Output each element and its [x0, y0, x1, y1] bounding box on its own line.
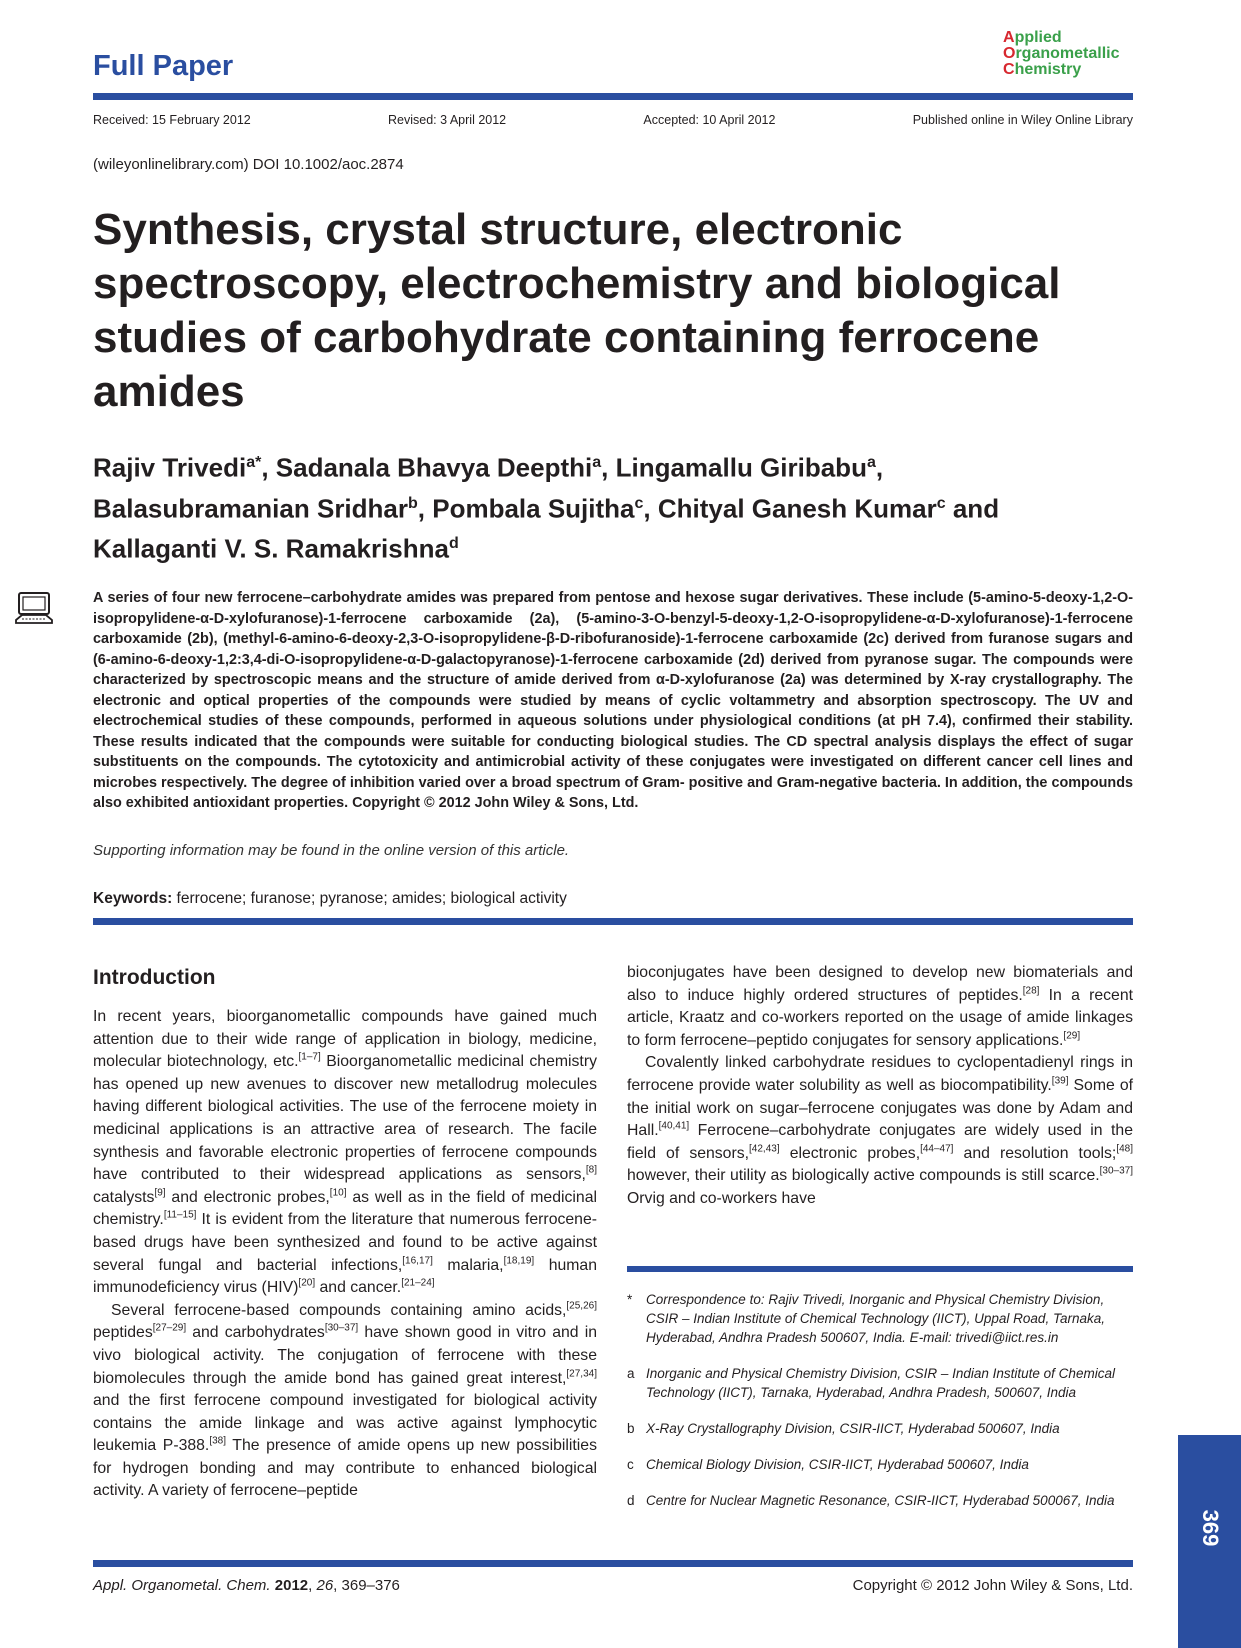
supporting-info-note: Supporting information may be found in the online version of this article. [93, 842, 570, 859]
footnote-text: Inorganic and Physical Chemistry Division, CSIR – Indian Institute of Chemical Technology (IICT), Tarnaka, Hyderabad, Andhra Pradesh, 500607, India [646, 1366, 1115, 1400]
paragraph [627, 962, 1133, 1052]
body-text: It is evident from the literature that numerous ferrocene-based drugs have been synthesized and found to be active against several fungal and bacterial infections, [93, 1211, 597, 1274]
header-rule [93, 93, 1133, 100]
author-name: Balasubramanian Sridhar [93, 493, 408, 524]
paragraph [93, 1300, 597, 1503]
journal-year: 2012 [274, 1577, 309, 1594]
author-affiliation-mark: a [592, 454, 602, 471]
logo-rest-1: pplied [1014, 29, 1062, 46]
logo-line-2 [1003, 46, 1119, 62]
logo-rest-3: hemistry [1014, 61, 1082, 78]
body-text: catalysts [93, 1188, 155, 1206]
body-text: bioconjugates have been designed to develop new biomaterials and also to induce highly ordered structures of peptides. [627, 964, 1133, 1004]
article-title: Synthesis, crystal structure, electronic spectroscopy, electrochemistry and biological studies of carbohydrate containing ferrocene amides [93, 205, 1061, 416]
citation-ref[interactable]: [11–15] [163, 1210, 197, 1222]
body-text: and electronic probes, [165, 1188, 330, 1206]
citation-ref[interactable]: [39] [1051, 1075, 1069, 1087]
footnote-label: a [627, 1366, 635, 1381]
page-number: 369 [1198, 1509, 1223, 1547]
footnotes [627, 1290, 1133, 1527]
footer-rule [93, 1560, 1133, 1567]
body-text: Several ferrocene-based compounds containing amino acids, [111, 1301, 567, 1319]
body-text: Some of the initial work on sugar–ferrocene conjugates was done by Adam and Hall. [627, 1076, 1133, 1140]
body-text: and resolution tools; [953, 1144, 1117, 1162]
keywords [93, 890, 567, 908]
footnote-item [627, 1491, 1133, 1510]
author-affiliation-mark: c [634, 494, 644, 512]
body-column-left [93, 1006, 597, 1503]
citation-ref[interactable]: [25,26] [566, 1300, 597, 1312]
citation-ref[interactable]: [21–24] [401, 1277, 435, 1289]
citation-ref[interactable]: [18,19] [503, 1255, 535, 1267]
body-text: as well as in the field of medicinal chemistry. [93, 1188, 598, 1229]
computer-icon [14, 590, 54, 630]
citation-ref[interactable]: [27–29] [152, 1323, 187, 1335]
author-affiliation-mark: b [408, 494, 418, 512]
citation-ref[interactable]: [9] [154, 1187, 166, 1199]
citation-ref[interactable]: [44–47] [920, 1143, 954, 1155]
author-affiliation-mark: c [936, 494, 946, 512]
journal-abbrev: Appl. Organometal. Chem. [93, 1577, 271, 1594]
body-text: and carbohydrates [186, 1324, 325, 1342]
body-text: In recent years, bioorganometallic compounds have gained much attention due to their wide range of application in biology, medicine, molecular biotechnology, etc. [93, 1008, 597, 1071]
logo-initial-1: A [1003, 29, 1015, 46]
footnote-item [627, 1364, 1133, 1402]
footnote-text: X-Ray Crystallography Division, CSIR-IICT, Hyderabad 500607, India [646, 1421, 1060, 1436]
citation-ref[interactable]: [20] [298, 1277, 316, 1289]
body-text: malaria, [432, 1256, 504, 1274]
footnote-text: Correspondence to: Rajiv Trivedi, Inorganic and Physical Chemistry Division, CSIR – Indian Institute of Chemical Technology (IICT), Uppal Road, Tarnaka, Hyderabad, Andhra Pradesh 500607, India. E-mail: trivedi@iict.res.in [646, 1292, 1105, 1345]
citation-ref[interactable]: [48] [1116, 1143, 1134, 1155]
citation-ref[interactable]: [30–37] [324, 1323, 359, 1335]
logo-line-3 [1003, 62, 1119, 78]
footnote-label: c [627, 1457, 634, 1472]
author-affiliation-mark: d [448, 535, 459, 553]
journal-pages: , 369–376 [333, 1577, 400, 1594]
journal-volume: 26 [316, 1577, 334, 1594]
footnote-text: Centre for Nuclear Magnetic Resonance, CSIR-IICT, Hyderabad 500067, India [646, 1493, 1115, 1508]
body-text: Bioorganometallic medicinal chemistry has opened up new avenues to discover new metallodrug molecules having different biological activities. The use of the ferrocene moiety in medicinal applications is an attractive area of research. The facile synthesis and favorable electronic properties of ferrocene compounds have contributed to their widespread applications as sensors, [93, 1053, 597, 1184]
revised-date: Revised: 3 April 2012 [388, 113, 507, 127]
citation-ref[interactable]: [8] [585, 1164, 597, 1176]
logo-initial-3: C [1003, 61, 1015, 78]
author-affiliation-mark: a* [246, 454, 262, 471]
abstract-rule [93, 918, 1133, 925]
footnote-label: * [627, 1292, 633, 1307]
body-text: The presence of amide opens up new possibilities for hydrogen bonding and may contribute to enhanced biological activity. A variety of ferrocene–peptide [93, 1437, 597, 1500]
citation-ref[interactable]: [42,43] [749, 1143, 780, 1155]
citation-ref[interactable]: [29] [1063, 1030, 1081, 1042]
footnote-item [627, 1290, 1133, 1347]
body-text: Covalently linked carbohydrate residues to cyclopentadienyl rings in ferrocene provide water solubility as well as biocompatibility. [627, 1054, 1133, 1094]
citation-ref[interactable]: [27,34] [566, 1368, 597, 1380]
citation-ref[interactable]: [10] [329, 1187, 347, 1199]
author-name: Sadanala Bhavya Deepthi [275, 452, 593, 483]
doi-line[interactable]: (wileyonlinelibrary.com) DOI 10.1002/aoc.2874 [93, 156, 404, 173]
footnote-text: Chemical Biology Division, CSIR-IICT, Hyderabad 500607, India [646, 1457, 1029, 1472]
author-affiliation-mark: a [866, 454, 876, 471]
body-text: however, their utility as biologically active compounds is still scarce. [627, 1167, 1100, 1185]
footnote-item [627, 1419, 1133, 1438]
footnote-rule [627, 1266, 1133, 1272]
citation-ref[interactable]: [38] [209, 1436, 227, 1448]
body-text: Orvig and co-workers have [627, 1189, 816, 1207]
citation-ref[interactable]: [16,17] [402, 1255, 433, 1267]
copyright-line: Copyright © 2012 John Wiley & Sons, Ltd. [852, 1577, 1133, 1594]
paragraph [93, 1006, 597, 1300]
paragraph [627, 1052, 1133, 1210]
footnote-item [627, 1455, 1133, 1474]
keywords-label: Keywords: [93, 890, 173, 907]
article-dates [93, 113, 1133, 127]
logo-initial-2: O [1003, 45, 1016, 62]
footnote-label: d [627, 1493, 635, 1508]
footnote-label: b [627, 1421, 635, 1436]
citation-ref[interactable]: [30–37] [1099, 1166, 1133, 1178]
keywords-list: ferrocene; furanose; pyranose; amides; biological activity [172, 890, 567, 907]
logo-rest-2: rganometallic [1015, 45, 1120, 62]
author-name: Rajiv Trivedi [93, 452, 247, 483]
citation-ref[interactable]: [1–7] [298, 1051, 321, 1063]
journal-logo [1003, 30, 1119, 78]
author-name: Chityal Ganesh Kumar [657, 493, 937, 524]
body-text: Ferrocene–carbohydrate conjugates are widely used in the field of sensors, [627, 1122, 1133, 1162]
body-text: human immunodeficiency virus (HIV) [93, 1256, 597, 1297]
accepted-date: Accepted: 10 April 2012 [643, 113, 776, 127]
author-name: Pombala Sujitha [432, 493, 635, 524]
author-name: Lingamallu Giribabu [615, 452, 867, 483]
section-label: Full Paper [93, 50, 234, 82]
logo-line-1 [1003, 30, 1119, 46]
citation-ref[interactable]: [40,41] [658, 1120, 690, 1132]
received-date: Received: 15 February 2012 [93, 113, 251, 127]
section-heading-introduction: Introduction [93, 966, 216, 989]
body-text: and cancer. [315, 1279, 402, 1297]
author-list: Rajiv Trivedi$^{a*}$, Sadanala Bhavya Deepthi$^a$, Lingamallu Giribabu$^a$, Balasubramanian Sridhar$^b$, Pombala Sujitha$^c$, Chityal Ganesh Kumar$^c$ and Kallaganti V. S. Ramakrishna$^d$ [93, 452, 1000, 564]
body-text: In a recent article, Kraatz and co-workers reported on the usage of amide linkages to form ferrocene–peptido conjugates for sensory applications. [627, 986, 1133, 1049]
body-text: electronic probes, [779, 1144, 921, 1162]
abstract-text: A series of four new ferrocene–carbohydrate amides was prepared from pentose and hexose sugar derivatives. These include (5-amino-5-deoxy-1,2-O-isopropylidene-α-D-xylofuranose)-1-ferrocene carboxamide (2a), (5-amino-3-O-benzyl-5-deoxy-1,2-O-isopropylidene-α-D-xylofuranose)-1-ferrocene carboxamide (2b), (methyl-6-amino-6-deoxy-2,3-O-isopropylidene-β-D-ribofuranoside)-1-ferrocene carboxamide (2c) derived from furanose sugars and (6-amino-6-deoxy-1,2:3,4-di-O-isopropylidene-α-D-galactopyranose)-1-ferrocene carboxamide (2d) derived from pyranose sugar. The compounds were characterized by spectroscopic means and the structure of amide derived from α-D-xylofuranose (2a) was determined by X-ray crystallography. The electronic and optical properties of the compounds were studied by means of cyclic voltammetry and absorption spectroscopy. The UV and electrochemical studies of these compounds, performed in aqueous solutions under physiological conditions (at pH 7.4), confirmed their stability. These results indicated that the compounds were suitable for conducting biological studies. The CD spectral analysis displays the effect of sugar substituents on the compounds. The cytotoxicity and antimicrobial activity of these conjugates were investigated on different cancer cell lines and microbes respectively. The degree of inhibition varied over a broad spectrum of Gram- positive and Gram-negative bacteria. In addition, the compounds also exhibited antioxidant properties. Copyright © 2012 John Wiley & Sons, Ltd. [93, 590, 1133, 811]
citation-ref[interactable]: [28] [1022, 985, 1040, 997]
abstract [93, 588, 1133, 814]
journal-citation: Appl. Organometal. Chem. 2012, 26, 369–376 [93, 1577, 400, 1594]
body-text: and the first ferrocene compound investigated for biological activity contains the amide linkage and was active against lymphocytic leukemia P-388. [93, 1392, 597, 1455]
body-column-right [627, 962, 1133, 1211]
body-text: have shown good in vitro and in vivo biological activity. The conjugation of ferrocene with these biomolecules through the amide bond has gained great interest, [93, 1324, 597, 1387]
published-note: Published online in Wiley Online Library [912, 113, 1133, 127]
author-name: Kallaganti V. S. Ramakrishna [93, 533, 449, 564]
body-text: peptides [93, 1324, 153, 1342]
